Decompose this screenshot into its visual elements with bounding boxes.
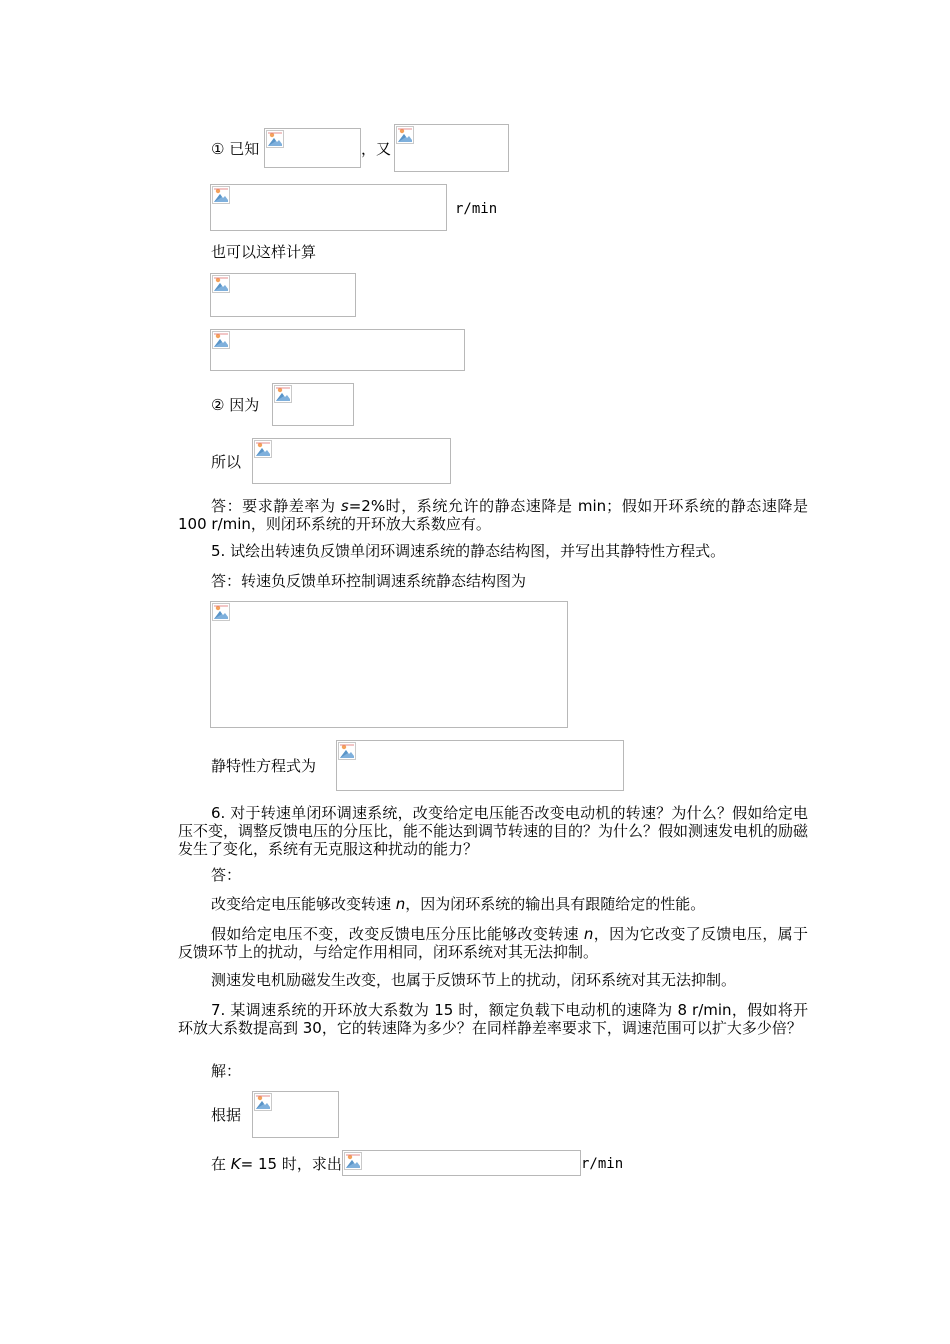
unit-label: r/min: [455, 201, 498, 217]
broken-image-icon: [254, 1093, 272, 1111]
answer-6-p2: 假如给定电压不变，改变反馈电压分压比能够改变转速 n，因为它改变了反馈电压，属于反馈环节上的扰动，与给定作用相同，闭环系统对其无法抑制。: [178, 925, 808, 961]
broken-image-icon: [254, 440, 272, 458]
broken-image-icon: [396, 126, 414, 144]
broken-image-icon: [344, 1152, 362, 1170]
broken-image-icon: [212, 603, 230, 621]
formula-image: [336, 740, 624, 791]
formula-image: [264, 128, 361, 168]
formula-image: [252, 1091, 339, 1138]
structure-diagram-image: [210, 601, 568, 728]
question-5: 5. 试绘出转速负反馈单闭环调速系统的静态结构图，并写出其静特性方程式。: [211, 542, 726, 560]
formula-image: [210, 273, 356, 317]
formula-image: [252, 438, 451, 484]
formula-image: [342, 1150, 581, 1176]
broken-image-icon: [338, 742, 356, 760]
broken-image-icon: [212, 275, 230, 293]
basis-label: 根据: [211, 1106, 242, 1124]
broken-image-icon: [212, 331, 230, 349]
because-label: ② 因为: [211, 396, 260, 414]
therefore-label: 所以: [211, 453, 242, 471]
answer-6-p1: 改变给定电压能够改变转速 n，因为闭环系统的输出具有跟随给定的性能。: [211, 895, 706, 913]
k-condition-label: 在 K= 15 时，求出: [211, 1155, 342, 1173]
unit-label: r/min: [581, 1156, 624, 1172]
broken-image-icon: [274, 385, 292, 403]
formula-image: [210, 329, 465, 371]
broken-image-icon: [266, 130, 284, 148]
static-equation-label: 静特性方程式为: [211, 757, 317, 775]
formula-image: [272, 383, 354, 426]
alt-calc-text: 也可以这样计算: [211, 243, 317, 261]
question-6: 6. 对于转速单闭环调速系统，改变给定电压能否改变电动机的转速？为什么？假如给定电压不变，调整反馈电压的分压比，能不能达到调节转速的目的？为什么？假如测速发电机的励磁发生了变化，系统有无克服这种扰动的能力？: [178, 804, 809, 858]
formula-image: [210, 184, 447, 231]
also-label: ，又: [361, 140, 392, 158]
solution-label: 解：: [211, 1062, 242, 1080]
given-label: ① 已知: [211, 140, 260, 158]
answer-4: 答：要求静差率为 s=2%时，系统允许的静态速降是 min；假如开环系统的静态速降是 100 r/min，则闭环系统的开环放大系数应有。: [178, 497, 808, 533]
formula-image: [394, 124, 509, 172]
answer-5-intro: 答：转速负反馈单环控制调速系统静态结构图为: [211, 572, 527, 590]
question-7: 7. 某调速系统的开环放大系数为 15 时，额定负载下电动机的速降为 8 r/min，假如将开环放大系数提高到 30，它的转速降为多少？在同样静差率要求下，调速范围可以扩大多少倍？: [178, 1001, 808, 1037]
answer-6-p3: 测速发电机励磁发生改变，也属于反馈环节上的扰动，闭环系统对其无法抑制。: [211, 971, 737, 989]
broken-image-icon: [212, 186, 230, 204]
answer-6-label: 答：: [211, 866, 242, 884]
